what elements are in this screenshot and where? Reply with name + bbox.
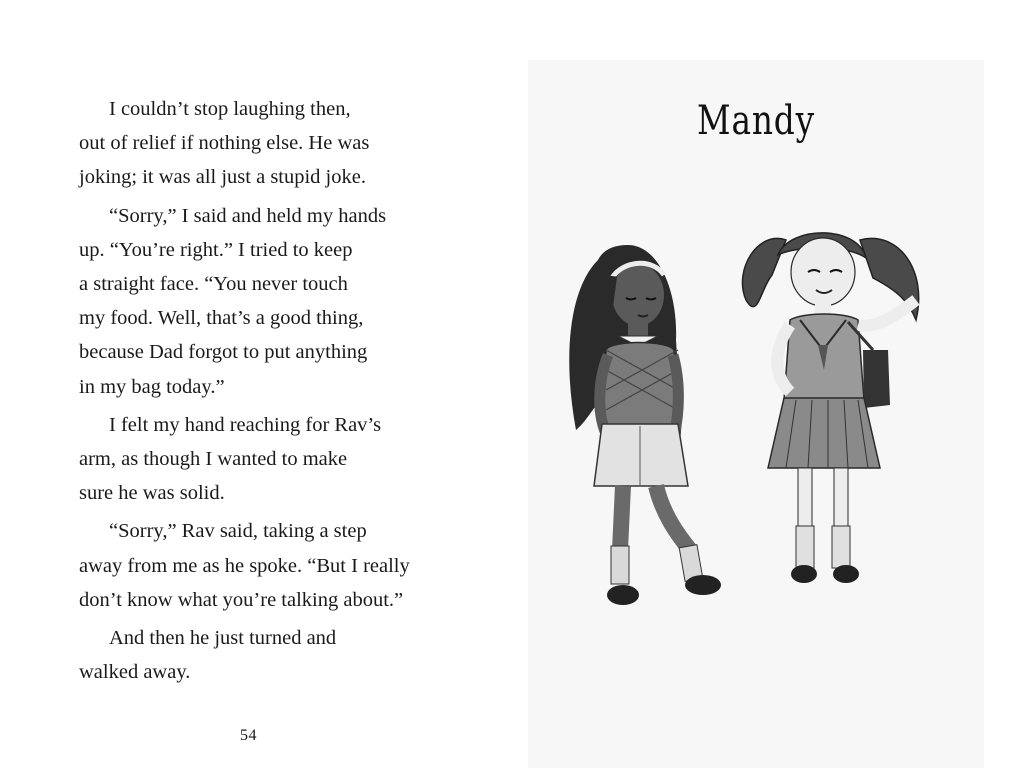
- right-page: [528, 60, 984, 768]
- paragraph: [79, 92, 439, 195]
- text-line: “Sorry,” Rav said, taking a step: [109, 520, 367, 543]
- paragraph: [79, 199, 439, 404]
- text-line: “Sorry,” I said and held my hands: [109, 204, 387, 227]
- paragraph: [79, 621, 439, 689]
- text-line: don’t know what you’re talking about.”: [79, 588, 404, 611]
- text-line: And then he just turned and: [109, 627, 337, 650]
- two-girls-illustration: [528, 200, 984, 660]
- paragraph: [79, 514, 439, 617]
- text-line: sure he was solid.: [79, 482, 225, 505]
- girl-left-figure: [569, 245, 721, 605]
- text-line: I couldn’t stop laughing then,: [109, 98, 351, 120]
- paragraph: [79, 408, 439, 511]
- text-line: away from me as he spoke. “But I really: [79, 554, 410, 577]
- girl-right-figure: [742, 233, 918, 583]
- body-text: [79, 92, 439, 693]
- text-line: walked away.: [79, 661, 191, 684]
- page-number: 54: [240, 727, 257, 744]
- text-line: up. “You’re right.” I tried to keep: [79, 238, 353, 261]
- text-line: because Dad forgot to put anything: [79, 341, 368, 364]
- text-line: in my bag today.”: [79, 375, 225, 398]
- text-line: out of relief if nothing else. He was: [79, 132, 370, 155]
- text-line: a straight face. “You never touch: [79, 273, 348, 296]
- text-line: joking; it was all just a stupid joke.: [79, 166, 366, 189]
- text-line: my food. Well, that’s a good thing,: [79, 307, 364, 330]
- text-line: arm, as though I wanted to make: [79, 448, 348, 471]
- text-line: I felt my hand reaching for Rav’s: [109, 413, 382, 436]
- chapter-title: Mandy: [697, 98, 815, 144]
